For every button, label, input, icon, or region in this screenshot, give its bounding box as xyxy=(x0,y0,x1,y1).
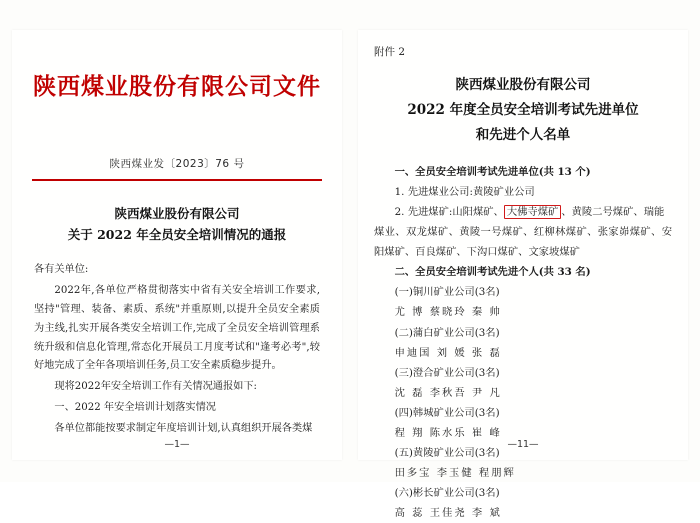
left-document-body xyxy=(34,261,320,439)
section-1-heading: 一、全员安全培训考试先进单位(共 13 个) xyxy=(394,165,591,178)
right-document-scan xyxy=(358,30,688,520)
right-title-line-1: 陕西煤业股份有限公司 xyxy=(455,77,591,93)
right-page-number: —11— xyxy=(507,439,539,450)
attachment-label: 附件 2 xyxy=(374,46,406,58)
right-document-body xyxy=(374,162,672,523)
section-2-heading: 二、全员安全培训考试先进个人(共 33 名) xyxy=(394,266,591,279)
heading-line-1: 陕西煤业股份有限公司 xyxy=(114,205,240,221)
left-page-number: —1— xyxy=(164,439,190,450)
group-label-2: (二)蒲白矿业公司(3名) xyxy=(394,326,500,339)
group-label-6: (六)彬长矿业公司(3名) xyxy=(394,487,500,500)
left-document-scan xyxy=(12,30,342,460)
body-paragraph-2: 现将2022年安全培训工作有关情况通报如下: xyxy=(54,381,257,393)
right-document-title xyxy=(358,73,688,148)
right-title-line-3: 和先进个人名单 xyxy=(475,126,571,143)
advanced-company-value: 黄陵矿业公司 xyxy=(472,185,535,198)
right-title-line-2: 2022 年度全员安全培训考试先进单位 xyxy=(407,101,639,118)
group-label-1: (一)铜川矿业公司(3名) xyxy=(394,286,500,299)
group-label-5: (五)黄陵矿业公司(3名) xyxy=(394,447,500,459)
group-names-4: 程 翔 陈水乐 崔 峰 xyxy=(394,426,502,439)
left-document-heading xyxy=(12,203,342,246)
advanced-mines-continuation: 煤业、双龙煤矿、黄陵一号煤矿、红柳林煤矿、张家峁煤矿、安阳煤矿、百良煤矿、下沟口煤矿、文家坡煤矿 xyxy=(374,226,672,259)
highlighted-mine-name: 大佛寺煤矿 xyxy=(504,205,561,219)
advanced-mines-text-before: 山阳煤矿、 xyxy=(452,206,504,219)
group-names-5: 田多宝 李玉健 程朋辉 xyxy=(394,467,516,480)
document-number: 陕西煤业发〔2023〕76 号 xyxy=(109,158,245,170)
advanced-company-line xyxy=(374,182,672,202)
group-names-6: 高 蕊 王佳尧 李 斌 xyxy=(394,507,502,520)
group-label-3: (三)澄合矿业公司(3名) xyxy=(394,366,500,379)
heading-line-2: 关于 2022 年全员安全培训情况的通报 xyxy=(67,226,287,242)
body-paragraph-1: 2022年,各单位严格贯彻落实中省有关安全培训工作要求,坚持"管理、装备、素质、系统"并重原则,以提升全员安全素质为主线,扎实开展各类安全培训工作,完成了全员安全培训管理系统升级和信息化管理,常态化开展员工月度考试和"逢考必考",较好地完成了全年各项培训任务,员工安全素质稳步提升。 xyxy=(34,284,320,372)
body-paragraph-3: 一、2022 年安全培训计划落实情况 xyxy=(54,402,216,414)
group-names-3: 沈 磊 李秋吾 尹 凡 xyxy=(394,386,502,399)
advanced-company-prefix: 1. 先进煤业公司: xyxy=(394,185,473,198)
body-paragraph-4: 各单位都能按要求制定年度培训计划,认真组织开展各类煤 xyxy=(54,423,313,435)
group-label-4: (四)韩城矿业公司(3名) xyxy=(394,406,500,419)
group-names-2: 申迪国 刘 媛 张 磊 xyxy=(394,346,502,359)
group-names-1: 尤 博 蔡晓玲 秦 帅 xyxy=(394,306,502,319)
red-divider-rule xyxy=(32,179,322,181)
advanced-mines-prefix: 2. 先进煤矿: xyxy=(394,206,453,219)
salutation: 各有关单位: xyxy=(34,264,89,276)
advanced-mines-text-after: 、黄陵二号煤矿、瑞能 xyxy=(561,206,665,219)
company-letterhead-title: 陕西煤业股份有限公司文件 xyxy=(33,73,321,100)
advanced-mines-line xyxy=(374,202,672,222)
